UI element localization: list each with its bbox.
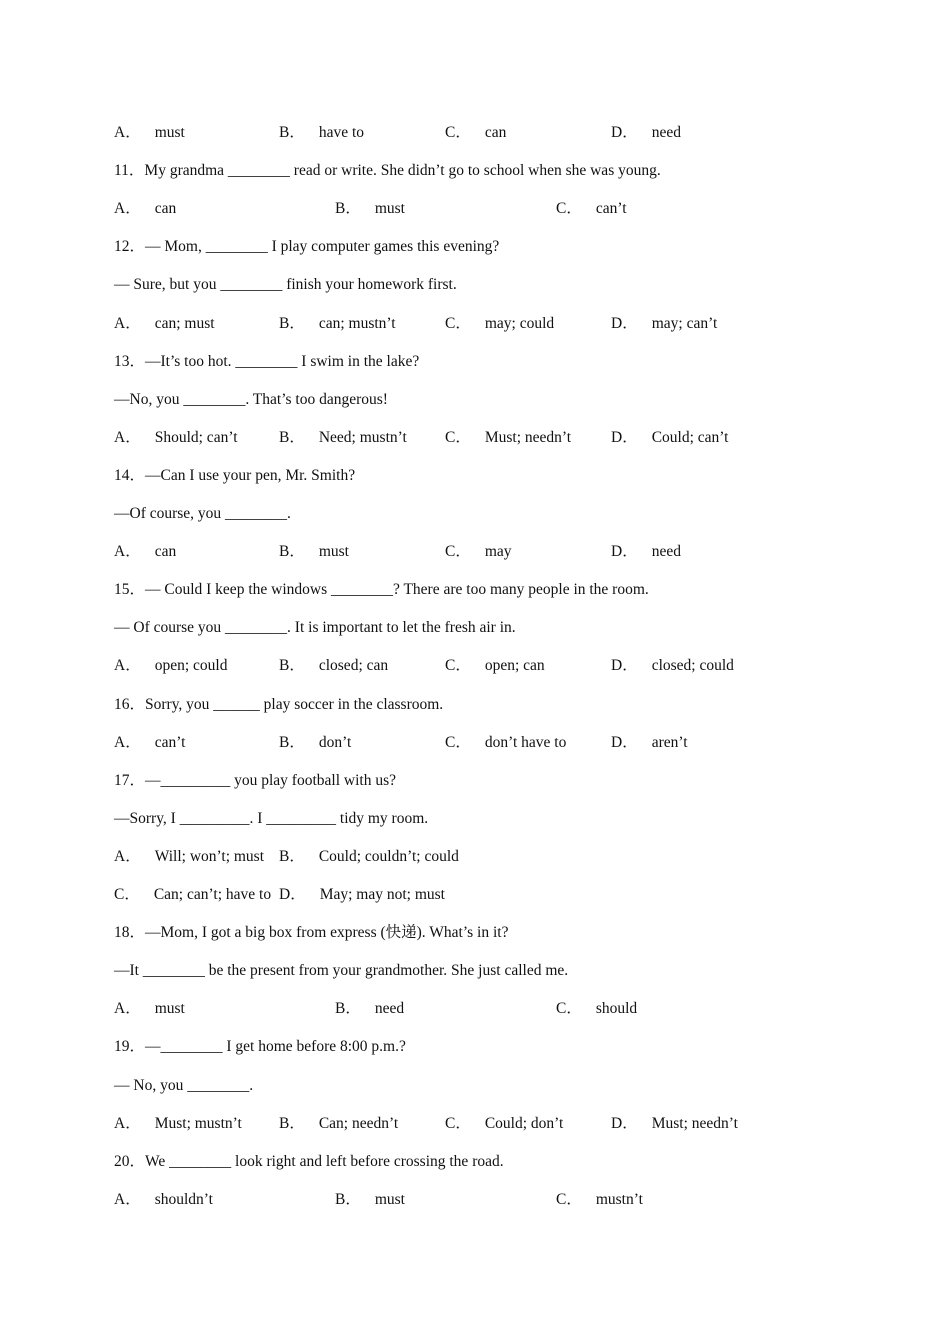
answer-options-row [114,656,874,676]
option-text: aren’t [651,734,688,751]
option-text: can; must [154,315,215,332]
option-text: can [484,124,507,141]
option-letter: A． [114,734,141,751]
answer-option [114,199,176,219]
option-text: open; can [484,657,545,674]
answer-option [611,542,681,562]
option-text: must [154,1000,185,1017]
answer-option [114,542,176,562]
option-text: Could; don’t [484,1115,564,1132]
option-text: need [374,1000,405,1017]
answer-option [445,542,512,562]
answer-option [611,428,728,448]
answer-option [556,199,627,219]
answer-options-row [114,847,874,867]
option-letter: A． [114,1115,141,1132]
option-text: closed; could [651,657,734,674]
option-text: must [374,200,405,217]
answer-options-row [114,1114,874,1134]
option-text: don’t [318,734,352,751]
answer-options-row [114,123,874,143]
option-text: Must; needn’t [651,1115,738,1132]
answer-option [445,1114,563,1134]
option-text: have to [318,124,365,141]
option-letter: A． [114,1191,141,1208]
option-text: Could; can’t [651,429,729,446]
option-letter: B． [279,429,305,446]
option-text: open; could [154,657,228,674]
option-text: must [154,124,185,141]
question-text: —Of course, you ________. [114,505,291,522]
option-letter: A． [114,124,141,141]
option-letter: A． [114,200,141,217]
option-letter: B． [279,734,305,751]
answer-options-row [114,1190,874,1210]
option-text: need [651,543,681,560]
option-letter: C． [114,886,140,903]
answer-option [445,733,566,753]
answer-option [114,656,227,676]
answer-option [611,123,681,143]
option-letter: B． [279,124,305,141]
question-text: 15．— Could I keep the windows ________? There are too many people in the room. [114,581,649,598]
answer-option [279,656,388,676]
option-text: must [374,1191,405,1208]
option-text: closed; can [318,657,389,674]
answer-option [279,885,445,905]
answer-option [335,1190,405,1210]
option-letter: D． [611,124,638,141]
option-text: mustn’t [595,1191,643,1208]
question-text: 11．My grandma ________ read or write. She didn’t go to school when she was young. [114,162,661,179]
answer-option [114,314,215,334]
option-text: must [318,543,349,560]
option-letter: C． [445,1115,471,1132]
answer-option [114,999,185,1019]
option-text: need [651,124,681,141]
option-text: Must; needn’t [484,429,572,446]
option-letter: B． [279,848,305,865]
answer-option [445,656,545,676]
answer-option [611,733,688,753]
option-text: shouldn’t [154,1191,213,1208]
option-letter: C． [556,1191,582,1208]
answer-option [445,314,554,334]
option-letter: A． [114,848,141,865]
answer-option [556,999,637,1019]
option-letter: B． [335,1191,361,1208]
option-letter: A． [114,1000,141,1017]
option-text: can; mustn’t [318,315,396,332]
answer-option [279,314,396,334]
option-letter: D． [611,734,638,751]
answer-option [445,123,506,143]
option-letter: A． [114,657,141,674]
option-letter: C． [445,657,471,674]
answer-options-row [114,199,874,219]
option-text: can’t [154,734,186,751]
option-text: don’t have to [484,734,567,751]
question-text: 19．—________ I get home before 8:00 p.m.? [114,1038,406,1055]
answer-option [556,1190,643,1210]
option-letter: A． [114,429,141,446]
question-text: —Sorry, I _________. I _________ tidy my room. [114,810,429,827]
option-letter: B． [279,657,305,674]
option-letter: B． [279,543,305,560]
option-letter: C． [445,429,471,446]
option-letter: D． [279,886,306,903]
answer-option [114,428,238,448]
answer-options-row [114,885,874,905]
question-text: — Of course you ________. It is important to let the fresh air in. [114,619,516,636]
answer-option [114,733,185,753]
answer-option [114,1190,213,1210]
option-text: Will; won’t; must [154,848,265,865]
option-text: Could; couldn’t; could [318,848,459,865]
answer-option [114,847,264,867]
option-text: May; may not; must [319,886,445,903]
answer-options-row [114,733,874,753]
answer-option [611,656,734,676]
answer-option [279,733,351,753]
option-letter: B． [335,200,361,217]
question-text: 14．—Can I use your pen, Mr. Smith? [114,467,356,484]
question-text: 16．Sorry, you ______ play soccer in the classroom. [114,696,444,713]
answer-option [445,428,571,448]
question-text: — No, you ________. [114,1077,254,1094]
option-letter: B． [279,1115,305,1132]
answer-option [611,1114,738,1134]
option-letter: C． [445,734,471,751]
option-text: should [595,1000,638,1017]
option-letter: C． [556,200,582,217]
answer-option [279,123,364,143]
answer-option [114,123,185,143]
option-letter: C． [445,315,471,332]
option-text: can’t [595,200,627,217]
option-text: Must; mustn’t [154,1115,242,1132]
option-text: Can; can’t; have to [153,886,272,903]
question-text: — Sure, but you ________ finish your homework first. [114,276,457,293]
answer-option [279,1114,398,1134]
question-text: —It ________ be the present from your grandmother. She just called me. [114,962,569,979]
option-text: Should; can’t [154,429,238,446]
answer-options-row [114,428,874,448]
option-letter: B． [279,315,305,332]
answer-options-row [114,542,874,562]
option-letter: A． [114,543,141,560]
option-letter: D． [611,429,638,446]
option-text: may; can’t [651,315,718,332]
answer-option [335,199,405,219]
option-letter: A． [114,315,141,332]
option-letter: D． [611,315,638,332]
answer-option [114,1114,242,1134]
answer-options-row [114,314,874,334]
answer-option [611,314,717,334]
answer-options-row [114,999,874,1019]
option-letter: D． [611,657,638,674]
option-letter: C． [445,543,471,560]
question-text: 13．—It’s too hot. ________ I swim in the lake? [114,353,420,370]
option-text: can [154,200,177,217]
option-text: may; could [484,315,555,332]
option-letter: D． [611,1115,638,1132]
option-text: Need; mustn’t [318,429,407,446]
question-text: 12．— Mom, ________ I play computer games this evening? [114,238,500,255]
question-text: —No, you ________. That’s too dangerous! [114,391,388,408]
question-text: 18．—Mom, I got a big box from express (快递). What’s in it? [114,924,509,941]
option-letter: C． [445,124,471,141]
option-letter: C． [556,1000,582,1017]
answer-option [279,428,407,448]
option-letter: D． [611,543,638,560]
answer-option [279,847,459,867]
option-text: may [484,543,512,560]
answer-option [279,542,349,562]
question-text: 20．We ________ look right and left before crossing the road. [114,1153,504,1170]
option-letter: B． [335,1000,361,1017]
option-text: Can; needn’t [318,1115,399,1132]
answer-option [114,885,271,905]
option-text: can [154,543,177,560]
question-text: 17．—_________ you play football with us? [114,772,396,789]
answer-option [335,999,404,1019]
